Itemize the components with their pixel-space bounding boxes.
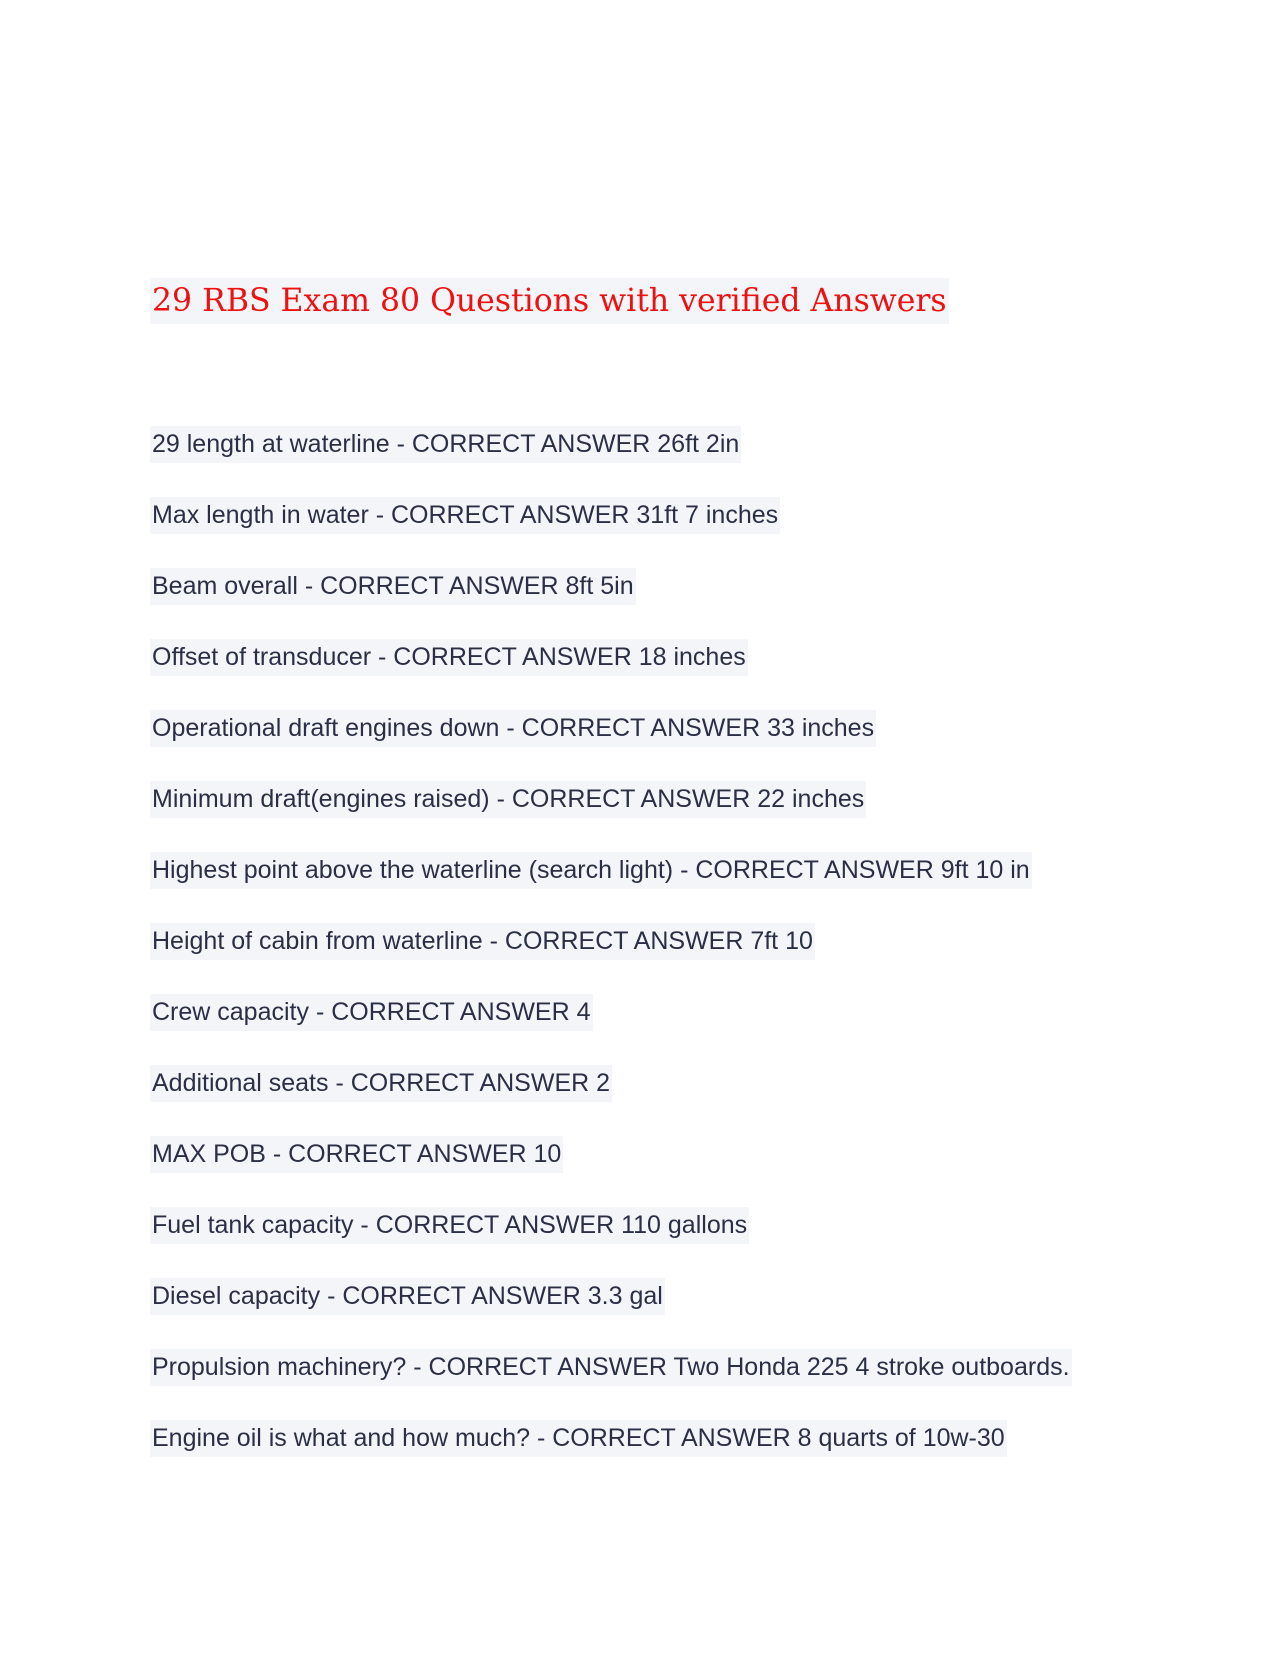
qa-text: Propulsion machinery? - CORRECT ANSWER Two Honda 225 4 stroke outboards. (150, 1349, 1072, 1386)
qa-item (150, 1065, 1072, 1102)
qa-item (150, 1420, 1072, 1457)
qa-text: 29 length at waterline - CORRECT ANSWER 26ft 2in (150, 426, 741, 463)
qa-text: Highest point above the waterline (search light) - CORRECT ANSWER 9ft 10 in (150, 852, 1032, 889)
qa-text: Operational draft engines down - CORRECT ANSWER 33 inches (150, 710, 876, 747)
qa-item (150, 568, 1072, 605)
qa-item (150, 1136, 1072, 1173)
qa-text: Crew capacity - CORRECT ANSWER 4 (150, 994, 593, 1031)
qa-text: Fuel tank capacity - CORRECT ANSWER 110 gallons (150, 1207, 749, 1244)
qa-item (150, 1207, 1072, 1244)
qa-list (150, 426, 1072, 1491)
qa-item (150, 1278, 1072, 1315)
qa-item (150, 852, 1072, 889)
qa-item (150, 1349, 1072, 1386)
qa-item (150, 639, 1072, 676)
qa-text: Additional seats - CORRECT ANSWER 2 (150, 1065, 612, 1102)
qa-text: Max length in water - CORRECT ANSWER 31ft 7 inches (150, 497, 780, 534)
qa-item (150, 923, 1072, 960)
qa-text: Offset of transducer - CORRECT ANSWER 18 inches (150, 639, 748, 676)
qa-text: Diesel capacity - CORRECT ANSWER 3.3 gal (150, 1278, 665, 1315)
document-title: 29 RBS Exam 80 Questions with verified Answers (150, 278, 949, 324)
qa-text: Beam overall - CORRECT ANSWER 8ft 5in (150, 568, 636, 605)
qa-item (150, 497, 1072, 534)
qa-item (150, 781, 1072, 818)
qa-text: Height of cabin from waterline - CORRECT ANSWER 7ft 10 (150, 923, 815, 960)
qa-text: MAX POB - CORRECT ANSWER 10 (150, 1136, 563, 1173)
qa-text: Minimum draft(engines raised) - CORRECT ANSWER 22 inches (150, 781, 866, 818)
qa-item (150, 426, 1072, 463)
qa-item (150, 994, 1072, 1031)
qa-item (150, 710, 1072, 747)
qa-text: Engine oil is what and how much? - CORRECT ANSWER 8 quarts of 10w-30 (150, 1420, 1007, 1457)
